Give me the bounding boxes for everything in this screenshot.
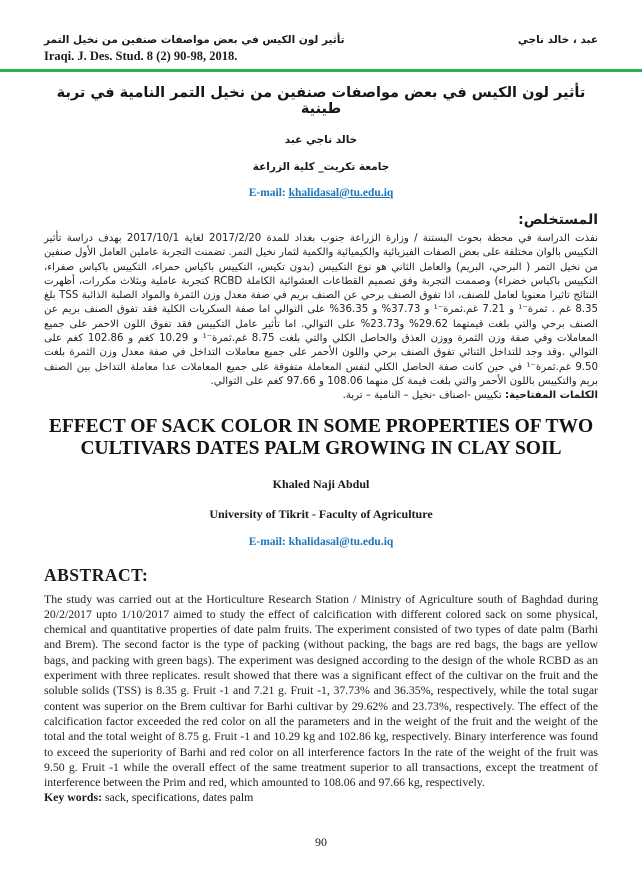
english-abstract-text: The study was carried out at the Horticulture Research Station / Ministry of Agriculture south of Baghdad during 20/2/2017 upto 1/10/2017 aimed to study the effect of calcification with different colored sack on some physical, chemical and quantitative properties of date palm fruits. The experiment consisted of two types of date palm (Barhi and Brem). The second factor is the type of packing (without packing, the bags are red bags, the bags are yellow bags, and packing with green bags). The experiment was designed according to the design of the whole RCBD as an experiment with three replicates. result showed that there was a significant effect of the cultivar on the fruit and the soluble solids (TSS) is 8.35 g. Fruit -1 and 7.21 g. Fruit -1, 37.73% and 36.35%, respectively, while the total sugar content was superior on the Brem cultivar for Barhi cultivar by 29.62% and 23.73%, respectively. The effect of the calcification factor exceeded the red color on all the parameters and in the weight of the fruit and the weight of the total and the total weight of 8.75 g. Fruit -1 and 10.29 kg and 102.86 kg, respectively. Binary interference was found to exceed the superiority of Barhi and red color on all interference factors In the rate of the weight of the fruit was 9.50 g. Fruit -1 while the overall effect of the same treatment superior to all transactions, except the treatment of interference between the Prim and red, which amounted to 108.06 and 97.66 kg, respectively. [44,591,598,790]
author-email-link[interactable]: khalidasal@tu.edu.iq [288,535,394,548]
english-keywords-line [44,790,598,805]
english-title-line2: CULTIVARS DATES PALM GROWING IN CLAY SOIL [80,438,562,460]
arabic-affiliation: جامعة تكريت_ كلية الزراعة [252,161,390,173]
arabic-section-email-line [44,187,598,199]
english-title-line1: EFFECT OF SACK COLOR IN SOME PROPERTIES OF TWO [48,415,594,437]
email-label: E-mail: [248,187,289,199]
arabic-paper-title: تأثير لون الكيس في بعض مواصفات صنفين من نخيل التمر النامية في تربة طينية [56,85,586,117]
arabic-abstract-text: نفذت الدراسة في محطة بحوث البستنة / وزارة الزراعة جنوب بغداد للمدة 2017/2/20 لغاية 2017/10/1 بهدف دراسة تأثير التكييس بالوان مختلفة على بعض الصفات الفيزيائية والكيميائية والكمية لثمار نخيل التمر. تضمنت التجربة عاملين العامل الأول صنفين من نخيل التمر ( البرحي، البريم) والعامل الثاني هو نوع التكييس (بدون تكيس، التكييس باكياس حمراء، التكييس باكياس صفراء، التكييس باكياس خضراء) وصممت التجربة وفق تصميم القطاعات العشوائية الكاملة RCBD كتجربة عاملية وبثلاث مكررات، أظهرت النتائج تاثيرا معنويا لعامل للصنف، اذا تفوق الصنف برحي عن الصنف بريم في صفة معدل وزن الثمرة والمواد الصلبة الذائبة TSS بلغ 8.35 غم . ثمرة⁻¹ و 7.21 غم.ثمرة⁻¹ و 37.73% و 36.35% على التوالي اما صفة السكريات الكلية فقد تفوق الصنف بريم عن الصنف برحي والتي بلغت قيمتهما 29.62% و23.73% على التوالي. اما تأثير عامل التكييس فقد تفوق اللون الاحمر على جميع المعاملات وفي صفة وزن الثمرة ووزن العذق والحاصل الكلي والتي بلغت 8.75 غم.ثمرة⁻¹ و 10.29 كغم و 102.86 كغم على التوالي .وقد وجد للتداخل الثنائي تفوق الصنف برحي واللون الأحمر على جميع معاملات التداخل في صفة معدل وزن الثمرة بلغت 9.50 غم.ثمرة⁻¹ في حين كانت صفة الحاصل الكلي لنفس المعاملة متفوقة على جميع المعاملات عدا معاملة التداخل بين الصنف بريم والتكييس باللون الأحمر والتي بلغت قيمة كل منهما 108.06 و 97.66 كغم على التوالي. [44,233,599,387]
arabic-author-name: خالد ناجي عبد [284,134,358,146]
journal-citation: Iraqi. J. Des. Stud. 8 (2) 90-98, 2018. [44,49,238,63]
arabic-keywords-line [44,389,598,403]
arabic-abstract-heading: المستخلص: [518,212,598,228]
page-header [44,34,598,46]
english-affiliation: University of Tikrit - Faculty of Agriculture [209,506,433,521]
english-section-email-line [44,536,598,548]
english-keywords-value: sack, specifications, dates palm [102,790,254,805]
english-paper-title [44,416,598,461]
page-number: 90 [315,835,327,849]
english-abstract-heading: ABSTRACT: [44,564,149,585]
english-keywords-label: Key words: [44,790,102,805]
author-email-link[interactable]: khalidasal@tu.edu.iq [288,187,394,199]
running-author-arabic: عبد ، خالد ناجي [517,34,598,46]
arabic-keywords-label: الكلمات المفتاحية: [504,390,598,402]
header-divider-rule [0,69,642,72]
email-label: E-mail: [248,535,289,548]
arabic-keywords-value: تكييس -اصناف -نخيل – النامية – تربة. [342,390,505,402]
running-title-arabic: تأثير لون الكيس في بعض مواصفات صنفين من نخيل التمر [44,34,345,46]
english-author-name: Khaled Naji Abdul [272,476,370,491]
